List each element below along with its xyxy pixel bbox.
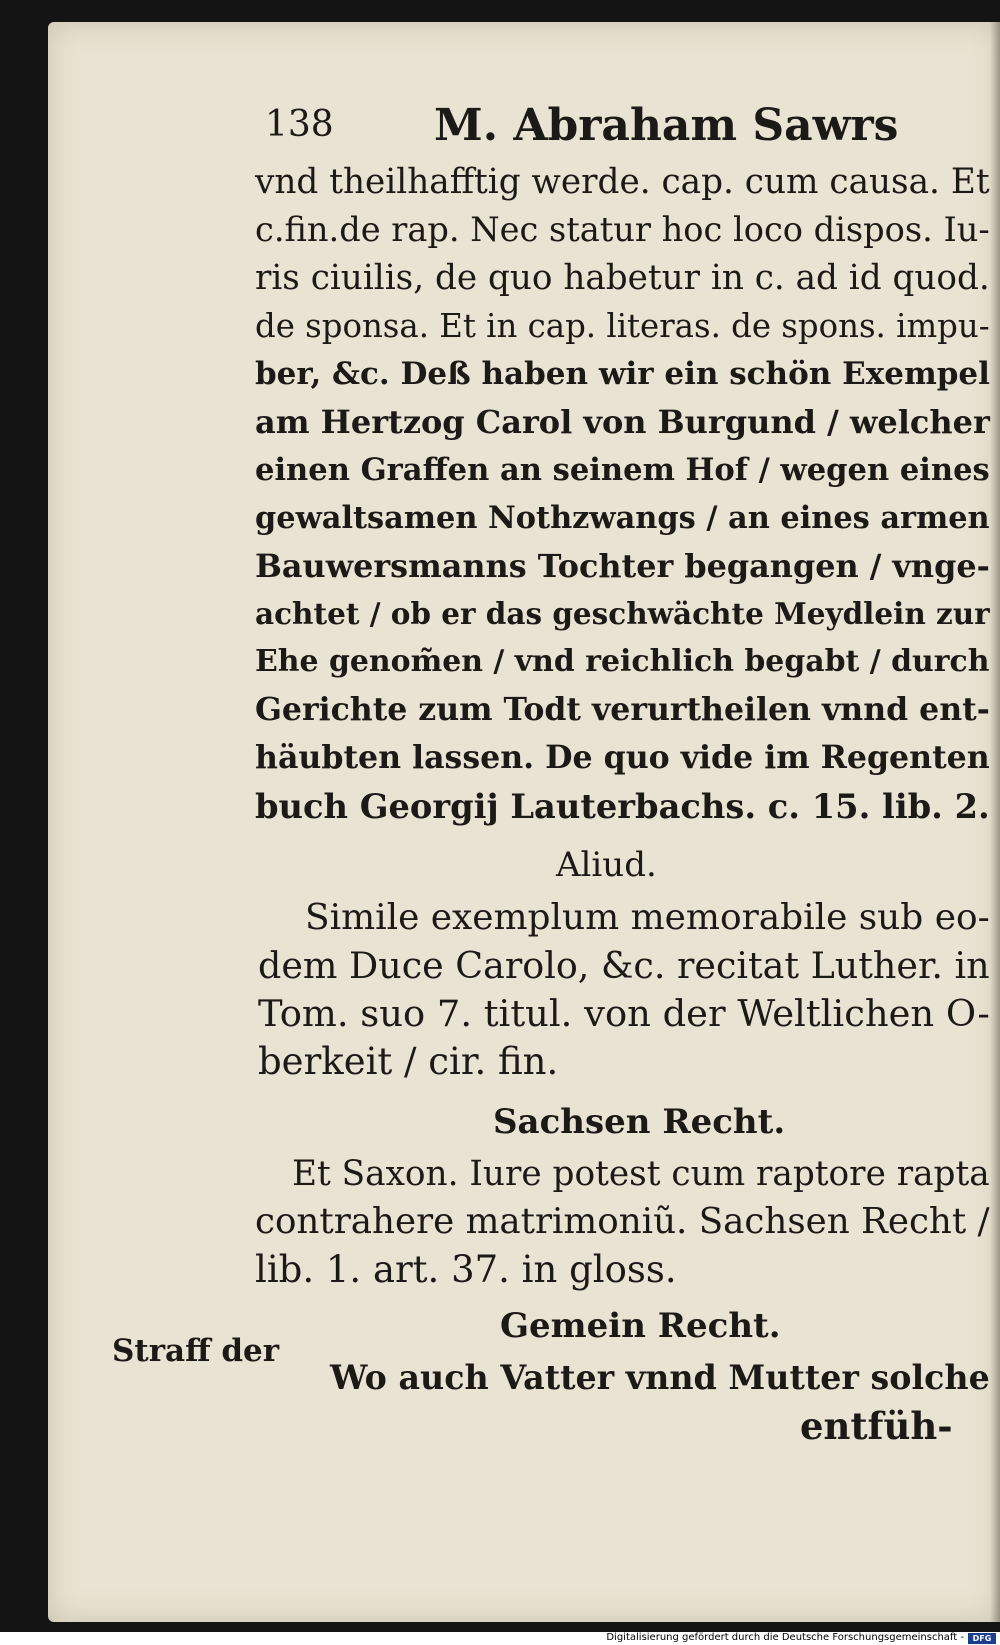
body-line: ris ciuilis, de quo habetur in c. ad id quod. xyxy=(255,258,990,298)
running-title: M. Abraham Sawrs xyxy=(434,100,899,151)
body-line: am Hertzog Carol von Burgund / welcher xyxy=(255,403,990,441)
body-line: Gerichte zum Todt verurtheilen vnnd ent- xyxy=(255,691,990,728)
section-heading-aliud: Aliud. xyxy=(556,845,657,885)
page-number: 138 xyxy=(265,104,334,145)
marginal-note: Straff der xyxy=(112,1333,280,1369)
body-line: Bauwersmanns Tochter begangen / vnge- xyxy=(255,547,990,585)
catchword: entfüh- xyxy=(800,1404,953,1448)
sachsen-line: contrahere matrimoniũ. Sachsen Recht / xyxy=(255,1201,990,1242)
aliud-line: Simile exemplum memorabile sub eo- xyxy=(305,897,990,938)
sachsen-line: Et Saxon. Iure potest cum raptore rapta xyxy=(292,1154,990,1194)
page-edge-shadow xyxy=(990,22,1000,1622)
dfg-logo-icon: DFG xyxy=(968,1633,996,1644)
body-line: vnd theilhafftig werde. cap. cum causa. Et xyxy=(255,162,990,202)
gemein-line: Wo auch Vatter vnnd Mutter solche xyxy=(330,1358,990,1397)
body-line: de sponsa. Et in cap. literas. de spons. impu- xyxy=(255,307,990,345)
aliud-line: dem Duce Carolo, &c. recitat Luther. in xyxy=(258,944,990,987)
sachsen-line: lib. 1. art. 37. in gloss. xyxy=(255,1248,677,1291)
body-line: c.fin.de rap. Nec statur hoc loco dispos. Iu- xyxy=(255,210,990,249)
digitization-credit: Digitalisierung gefördert durch die Deutsche Forschungsgemeinschaft - xyxy=(606,1632,964,1643)
body-line: häubten lassen. De quo vide im Regenten xyxy=(255,739,990,776)
body-line: gewaltsamen Nothzwangs / an eines armen xyxy=(255,500,990,536)
body-line: achtet / ob er das geschwächte Meydlein zur xyxy=(255,596,990,631)
body-line: ber, &c. Deß haben wir ein schön Exempel xyxy=(255,356,990,392)
aliud-line: berkeit / cir. fin. xyxy=(258,1040,559,1083)
body-line: Ehe genom̃en / vnd reichlich begabt / durch xyxy=(255,644,990,679)
section-heading-sachsen-recht: Sachsen Recht. xyxy=(493,1102,786,1142)
body-line: einen Graffen an seinem Hof / wegen eines xyxy=(255,452,990,488)
body-line: buch Georgij Lauterbachs. c. 15. lib. 2. xyxy=(255,786,990,826)
section-heading-gemein-recht: Gemein Recht. xyxy=(500,1306,781,1346)
aliud-line: Tom. suo 7. titul. von der Weltlichen O- xyxy=(258,992,990,1035)
